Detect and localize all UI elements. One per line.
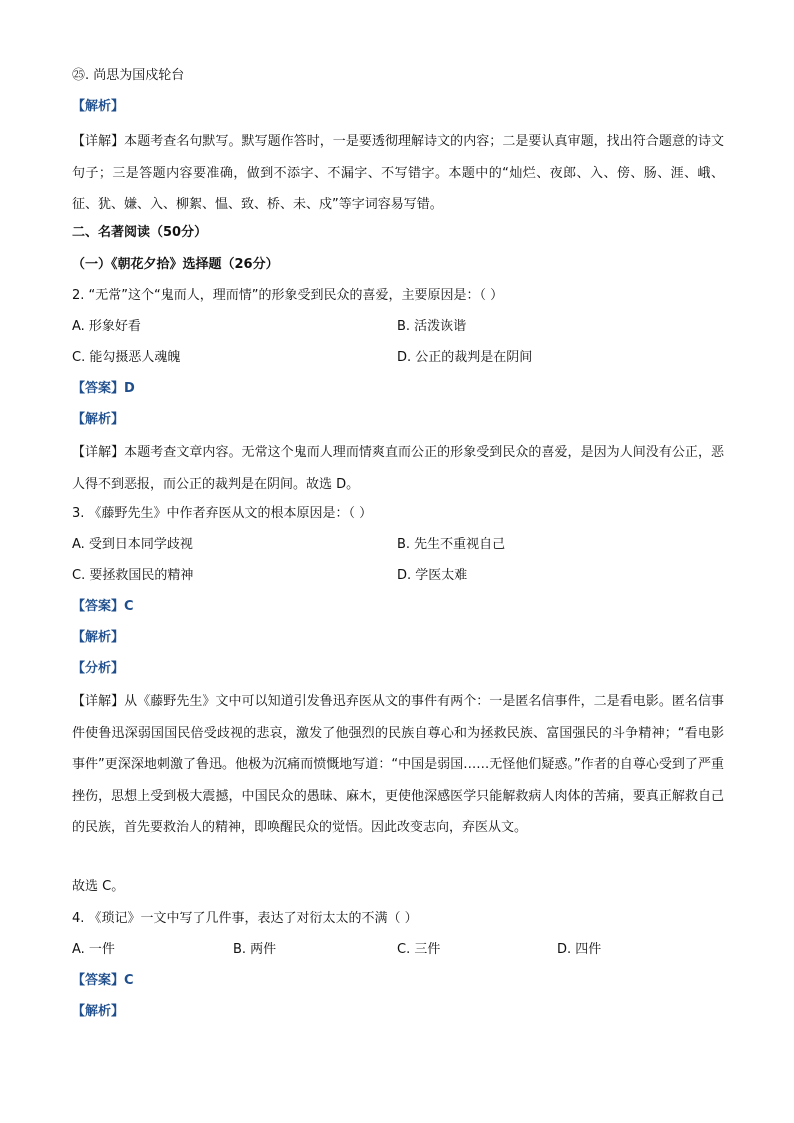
subsection-heading: （一）《朝花夕拾》选择题（26分） bbox=[72, 257, 279, 272]
detailed-explanation: 【详解】本题考查名句默写。默写题作答时，一是要透彻理解诗文的内容；二是要认真审题，找出符合题意的诗文句子；三是答题内容要准确，做到不添字、不漏字、不写错字。本题中的“灿烂、夜郎、入、傍、肠、涯、峨、征、犹、嫌、入、柳絮、愠、致、桥、未、戍”等字词容易写错。 bbox=[72, 134, 724, 212]
q2-option-d: D. 公正的裁判是在阴间 bbox=[397, 350, 533, 365]
section-heading: 二、名著阅读（50分） bbox=[72, 225, 208, 240]
q3-option-d: D. 学医太难 bbox=[397, 568, 468, 583]
q2-answer: 【答案】D bbox=[72, 381, 135, 396]
q2-option-a: A. 形象好看 bbox=[72, 319, 141, 334]
question-2: 2. “无常”这个“鬼而人，理而情”的形象受到民众的喜爱，主要原因是：（ ） bbox=[72, 288, 504, 303]
analysis-label: 【解析】 bbox=[72, 99, 125, 114]
q2-analysis-label: 【解析】 bbox=[72, 412, 125, 427]
q2-explanation: 【详解】本题考查文章内容。无常这个鬼而人理而情爽直而公正的形象受到民众的喜爱，是因为人间没有公正，恶人得不到恶报，而公正的裁判是在阴间。故选 D。 bbox=[72, 445, 724, 492]
line-25: ㉕. 尚思为国戍轮台 bbox=[72, 68, 185, 83]
q4-option-c: C. 三件 bbox=[397, 942, 441, 957]
q4-analysis-label: 【解析】 bbox=[72, 1004, 125, 1019]
question-4: 4. 《琐记》一文中写了几件事，表达了对衍太太的不满（ ） bbox=[72, 911, 418, 926]
q3-answer: 【答案】C bbox=[72, 599, 134, 614]
question-3: 3. 《藤野先生》中作者弃医从文的根本原因是：（ ） bbox=[72, 506, 373, 521]
q3-analysis-label: 【解析】 bbox=[72, 630, 125, 645]
q3-conclusion: 故选 C。 bbox=[72, 879, 125, 894]
q3-explanation: 【详解】从《藤野先生》文中可以知道引发鲁迅弃医从文的事件有两个：一是匿名信事件，二是看电影。匿名信事件使鲁迅深弱国国民倍受歧视的悲哀，激发了他强烈的民族自尊心和为拯救民族、富国强民的斗争精神；“看电影事件”更深深地刺激了鲁迅。他极为沉痛而愤慨地写道：“中国是弱国……无怪他们疑惑。”作者的自尊心受到了严重挫伤，思想上受到极大震撼，中国民众的愚昧、麻木，更使他深感医学只能解救病人肉体的苦痛，要真正解救自己的民族，首先要救治人的精神，即唤醒民众的觉悟。因此改变志向，弃医从文。 bbox=[72, 694, 724, 835]
q4-option-a: A. 一件 bbox=[72, 942, 115, 957]
q2-option-b: B. 活泼诙谐 bbox=[397, 319, 467, 334]
q4-option-b: B. 两件 bbox=[233, 942, 277, 957]
q3-option-c: C. 要拯救国民的精神 bbox=[72, 568, 194, 583]
q4-answer: 【答案】C bbox=[72, 973, 134, 988]
q3-option-a: A. 受到日本同学歧视 bbox=[72, 537, 193, 552]
q2-option-c: C. 能勾摄恶人魂魄 bbox=[72, 350, 181, 365]
q3-option-b: B. 先生不重视自己 bbox=[397, 537, 506, 552]
q4-option-d: D. 四件 bbox=[557, 942, 602, 957]
q3-fenxi-label: 【分析】 bbox=[72, 661, 125, 676]
